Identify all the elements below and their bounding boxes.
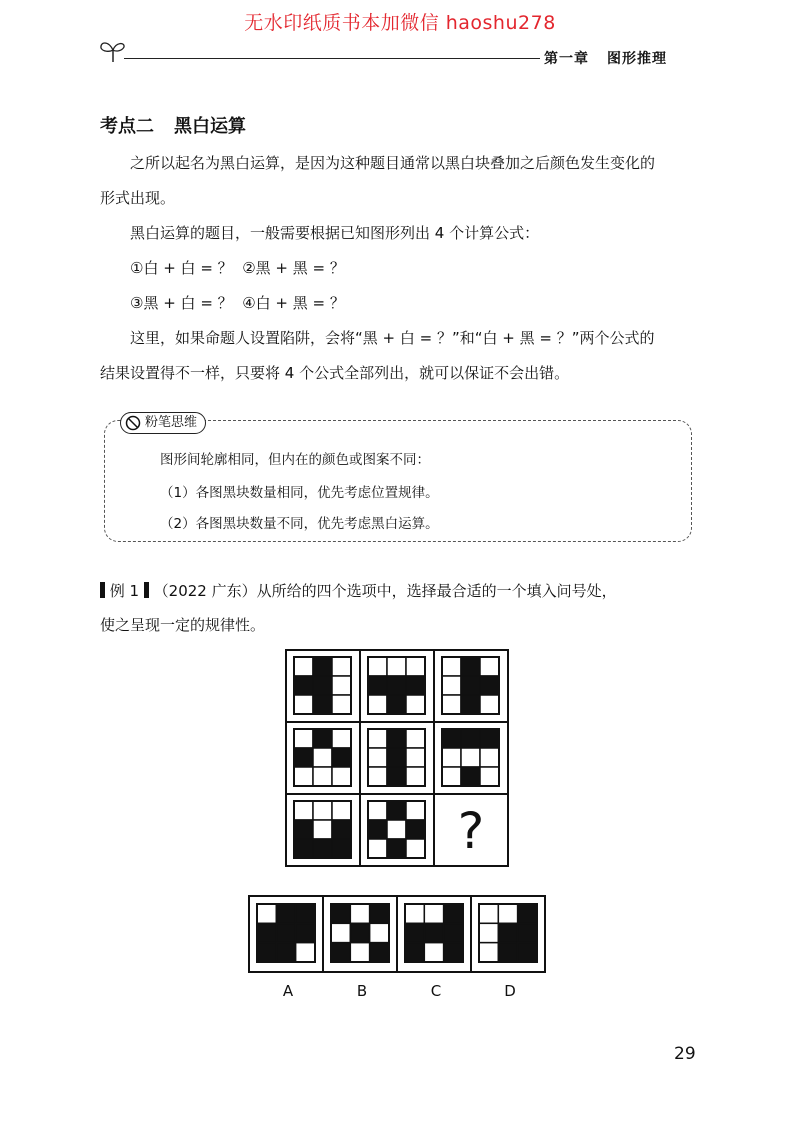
- white-cell: [461, 748, 480, 767]
- white-cell: [257, 904, 276, 923]
- black-cell: [444, 904, 463, 923]
- option-label-c[interactable]: C: [430, 982, 442, 1000]
- matrix-figure-1: [294, 657, 351, 714]
- black-cell: [332, 748, 351, 767]
- paragraph-intro: [100, 146, 692, 391]
- black-cell: [332, 820, 351, 839]
- white-cell: [368, 767, 387, 786]
- white-cell: [480, 657, 499, 676]
- black-cell: [313, 676, 332, 695]
- black-cell: [461, 729, 480, 748]
- page-number: 29: [674, 1044, 696, 1064]
- black-cell: [405, 943, 424, 962]
- white-cell: [368, 748, 387, 767]
- white-cell: [332, 657, 351, 676]
- black-cell: [518, 904, 537, 923]
- option-figure-d: [479, 904, 537, 962]
- black-cell: [461, 695, 480, 714]
- white-cell: [406, 657, 425, 676]
- black-cell: [387, 676, 406, 695]
- black-cell: [294, 748, 313, 767]
- white-cell: [480, 748, 499, 767]
- tip-tag-label: 粉笔思维: [145, 415, 198, 430]
- white-cell: [313, 801, 332, 820]
- black-cell: [350, 923, 369, 942]
- option-label-a[interactable]: A: [282, 982, 294, 1000]
- black-cell: [257, 943, 276, 962]
- black-cell: [387, 748, 406, 767]
- white-cell: [294, 767, 313, 786]
- formula-4: ④白 + 黑 = ？: [242, 294, 345, 312]
- puzzle-matrix: [285, 649, 513, 871]
- white-cell: [479, 923, 498, 942]
- marker-bar: [144, 582, 149, 598]
- white-cell: [313, 767, 332, 786]
- matrix-figure-7: [294, 801, 351, 858]
- matrix-figure-5: [368, 729, 425, 786]
- black-cell: [294, 676, 313, 695]
- white-cell: [479, 943, 498, 962]
- sprout-icon: [98, 36, 128, 64]
- option-figure-b: [331, 904, 389, 962]
- white-cell: [368, 695, 387, 714]
- text-line: 之所以起名为黑白运算，是因为这种题目通常以黑白块叠加之后颜色发生变化的: [130, 154, 656, 172]
- black-cell: [444, 923, 463, 942]
- white-cell: [313, 820, 332, 839]
- option-figure-a: [257, 904, 315, 962]
- black-cell: [518, 943, 537, 962]
- black-cell: [461, 657, 480, 676]
- black-cell: [406, 676, 425, 695]
- white-cell: [332, 676, 351, 695]
- white-cell: [406, 695, 425, 714]
- black-cell: [424, 923, 443, 942]
- black-cell: [461, 767, 480, 786]
- black-cell: [387, 695, 406, 714]
- white-cell: [350, 904, 369, 923]
- question-mark: ?: [457, 802, 485, 860]
- black-cell: [498, 923, 517, 942]
- white-cell: [313, 748, 332, 767]
- answer-options: [248, 895, 550, 975]
- white-cell: [424, 904, 443, 923]
- matrix-figure-2: [368, 657, 425, 714]
- formula-2: ②黑 + 黑 = ？: [242, 259, 345, 277]
- black-cell: [296, 923, 315, 942]
- tip-line-1: 图形间轮廓相同，但内在的颜色或图案不同：: [160, 452, 430, 468]
- black-cell: [406, 820, 425, 839]
- text-line: 黑白运算的题目，一般需要根据已知图形列出 4 个计算公式：: [130, 224, 540, 242]
- matrix-figure-3: [442, 657, 499, 714]
- option-label-d[interactable]: D: [504, 982, 516, 1000]
- black-cell: [370, 904, 389, 923]
- white-cell: [332, 695, 351, 714]
- matrix-figure-6: [442, 729, 499, 786]
- black-cell: [368, 820, 387, 839]
- black-cell: [498, 943, 517, 962]
- formula-1: ①白 + 白 = ？: [130, 259, 233, 277]
- black-cell: [405, 923, 424, 942]
- black-cell: [444, 943, 463, 962]
- example-text-1: 从所给的四个选项中，选择最合适的一个填入问号处，: [256, 582, 617, 600]
- marker-bar: [100, 582, 105, 598]
- black-cell: [387, 839, 406, 858]
- no-entry-icon: [125, 415, 141, 431]
- section-heading: [100, 112, 246, 138]
- white-cell: [332, 801, 351, 820]
- chapter-title: 图形推理: [607, 51, 667, 67]
- black-cell: [276, 923, 295, 942]
- black-cell: [276, 904, 295, 923]
- tip-line-3: （2）各图黑块数量不同，优先考虑黑白运算。: [160, 516, 439, 532]
- black-cell: [387, 767, 406, 786]
- black-cell: [387, 729, 406, 748]
- matrix-figure-8: [368, 801, 425, 858]
- black-cell: [257, 923, 276, 942]
- example-label: 例 1: [109, 582, 140, 600]
- black-cell: [480, 676, 499, 695]
- option-label-b[interactable]: B: [356, 982, 368, 1000]
- chapter-label: 第一章: [544, 51, 589, 67]
- black-cell: [313, 657, 332, 676]
- white-cell: [368, 729, 387, 748]
- tip-tag: [120, 412, 206, 434]
- white-cell: [442, 657, 461, 676]
- black-cell: [461, 676, 480, 695]
- black-cell: [313, 695, 332, 714]
- white-cell: [387, 820, 406, 839]
- white-cell: [442, 676, 461, 695]
- white-cell: [368, 657, 387, 676]
- white-cell: [406, 729, 425, 748]
- black-cell: [480, 729, 499, 748]
- black-cell: [387, 801, 406, 820]
- white-cell: [294, 695, 313, 714]
- black-cell: [294, 820, 313, 839]
- white-cell: [294, 657, 313, 676]
- black-cell: [331, 904, 350, 923]
- white-cell: [406, 748, 425, 767]
- example-text-2: 使之呈现一定的规律性。: [100, 616, 266, 634]
- black-cell: [368, 676, 387, 695]
- white-cell: [350, 943, 369, 962]
- black-cell: [370, 943, 389, 962]
- black-cell: [442, 729, 461, 748]
- white-cell: [406, 801, 425, 820]
- white-cell: [442, 767, 461, 786]
- white-cell: [406, 839, 425, 858]
- black-cell: [331, 943, 350, 962]
- white-cell: [368, 801, 387, 820]
- white-cell: [332, 729, 351, 748]
- option-figure-c: [405, 904, 463, 962]
- white-cell: [370, 923, 389, 942]
- formula-3: ③黑 + 白 = ？: [130, 294, 233, 312]
- white-cell: [296, 943, 315, 962]
- header-rule: [124, 58, 540, 59]
- white-cell: [480, 695, 499, 714]
- watermark: 无水印纸质书本加微信 haoshu278: [244, 12, 556, 34]
- black-cell: [313, 839, 332, 858]
- white-cell: [405, 904, 424, 923]
- matrix-figure-4: [294, 729, 351, 786]
- white-cell: [368, 839, 387, 858]
- black-cell: [518, 923, 537, 942]
- black-cell: [276, 943, 295, 962]
- white-cell: [480, 767, 499, 786]
- black-cell: [296, 904, 315, 923]
- section-title: 黑白运算: [174, 116, 246, 137]
- white-cell: [387, 657, 406, 676]
- white-cell: [442, 695, 461, 714]
- white-cell: [331, 923, 350, 942]
- black-cell: [332, 839, 351, 858]
- example-source: （2022 广东）: [153, 582, 257, 600]
- text-line: 形式出现。: [100, 189, 176, 207]
- black-cell: [313, 729, 332, 748]
- white-cell: [498, 904, 517, 923]
- running-header: [544, 48, 667, 68]
- tip-line-2: （1）各图黑块数量相同，优先考虑位置规律。: [160, 485, 439, 501]
- white-cell: [424, 943, 443, 962]
- white-cell: [479, 904, 498, 923]
- black-cell: [294, 839, 313, 858]
- white-cell: [406, 767, 425, 786]
- white-cell: [442, 748, 461, 767]
- text-line: 这里，如果命题人设置陷阱，会将“黑 + 白 = ？”和“白 + 黑 = ？”两个公式的: [130, 329, 655, 347]
- section-number: 考点二: [100, 116, 154, 137]
- white-cell: [294, 801, 313, 820]
- text-line: 结果设置得不一样，只要将 4 个公式全部列出，就可以保证不会出错。: [100, 364, 570, 382]
- white-cell: [294, 729, 313, 748]
- example-question: [100, 574, 694, 642]
- white-cell: [332, 767, 351, 786]
